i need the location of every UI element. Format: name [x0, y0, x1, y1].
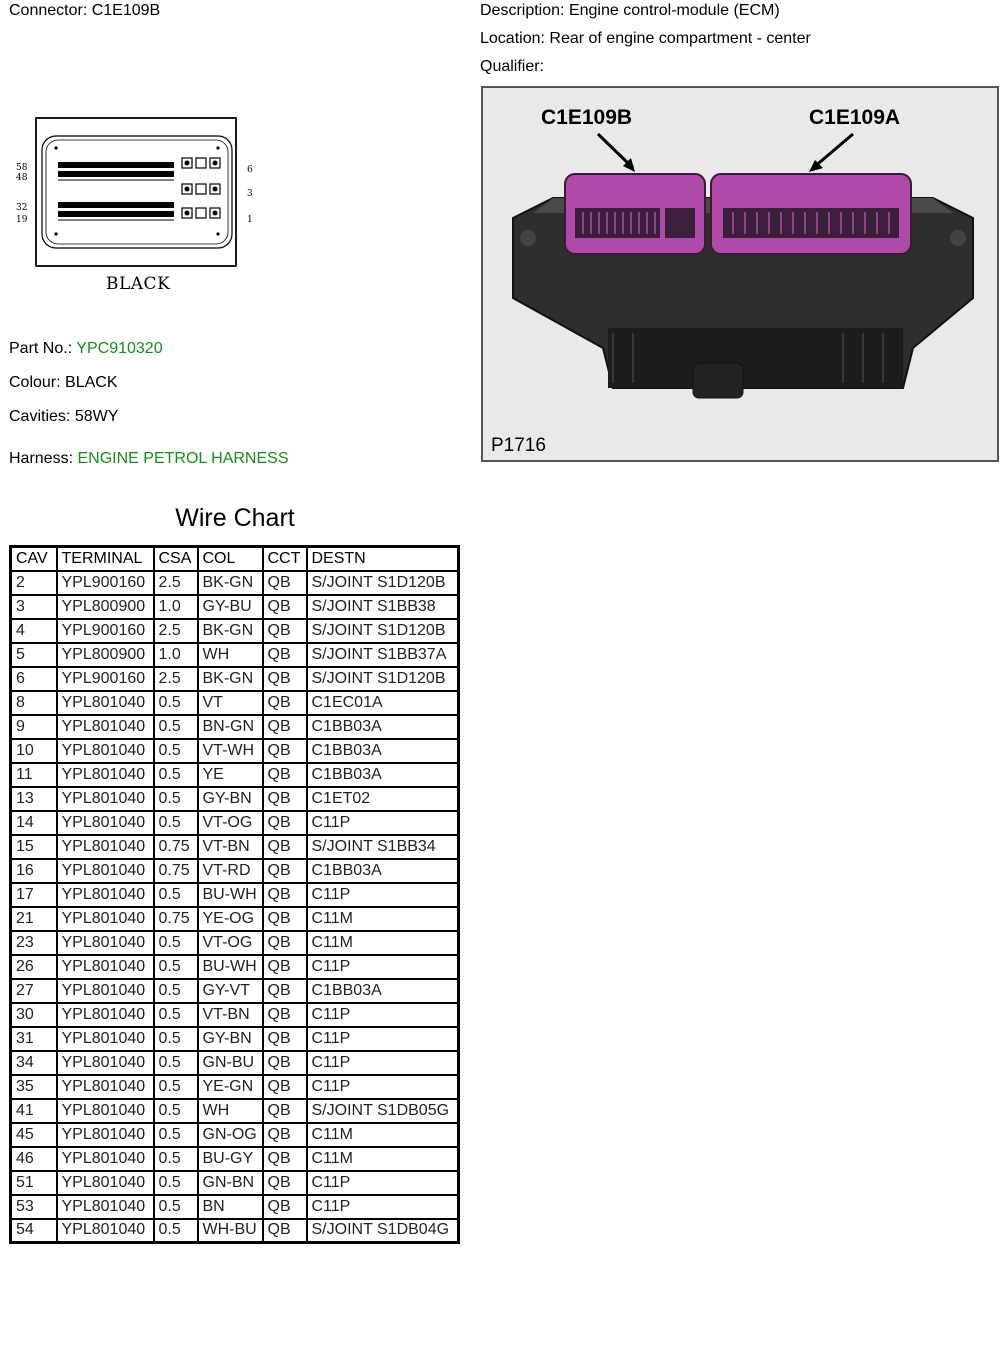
- cell-col: WH-BU: [198, 1219, 263, 1243]
- table-row: [11, 1123, 459, 1147]
- description-label: Description:: [480, 2, 565, 19]
- cell-destn: C11M: [307, 907, 459, 931]
- cell-terminal: YPL801040: [57, 1075, 154, 1099]
- cell-col: VT-OG: [198, 931, 263, 955]
- cell-cct: QB: [263, 1051, 307, 1075]
- cell-cct: QB: [263, 667, 307, 691]
- colour-line: [9, 374, 118, 392]
- cell-col: VT-RD: [198, 859, 263, 883]
- cell-csa: 0.75: [154, 907, 198, 931]
- connector-line: [9, 2, 160, 20]
- pin-label-58: 58: [16, 163, 28, 173]
- cell-terminal: YPL801040: [57, 811, 154, 835]
- cell-terminal: YPL801040: [57, 787, 154, 811]
- cell-terminal: YPL801040: [57, 1027, 154, 1051]
- table-row: [11, 787, 459, 811]
- header-cct: CCT: [263, 547, 307, 571]
- cell-destn: S/JOINT S1BB34: [307, 835, 459, 859]
- cell-destn: C11P: [307, 1195, 459, 1219]
- cell-cav: 10: [11, 739, 57, 763]
- callout-c1e109a: C1E109A: [809, 106, 901, 129]
- cell-col: WH: [198, 643, 263, 667]
- description-value: Engine control-module (ECM): [568, 2, 780, 19]
- cell-terminal: YPL801040: [57, 1099, 154, 1123]
- cell-destn: S/JOINT S1D120B: [307, 571, 459, 595]
- table-row: [11, 835, 459, 859]
- cell-col: VT-WH: [198, 739, 263, 763]
- cell-cav: 54: [11, 1219, 57, 1243]
- harness-label: Harness:: [9, 450, 74, 467]
- table-row: [11, 907, 459, 931]
- table-row: [11, 811, 459, 835]
- table-row: [11, 619, 459, 643]
- cell-cav: 16: [11, 859, 57, 883]
- header-cav: CAV: [11, 547, 57, 571]
- cell-col: BN-GN: [198, 715, 263, 739]
- cell-destn: S/JOINT S1BB38: [307, 595, 459, 619]
- table-row: [11, 1171, 459, 1195]
- cell-csa: 0.5: [154, 811, 198, 835]
- cell-terminal: YPL801040: [57, 907, 154, 931]
- cell-cct: QB: [263, 763, 307, 787]
- cell-cct: QB: [263, 619, 307, 643]
- cell-csa: 0.5: [154, 883, 198, 907]
- table-row: [11, 691, 459, 715]
- cell-cav: 31: [11, 1027, 57, 1051]
- cell-cav: 45: [11, 1123, 57, 1147]
- cell-terminal: YPL801040: [57, 1171, 154, 1195]
- table-row: [11, 739, 459, 763]
- cell-col: BK-GN: [198, 571, 263, 595]
- header-col: COL: [198, 547, 263, 571]
- cell-csa: 2.5: [154, 667, 198, 691]
- cell-cct: QB: [263, 835, 307, 859]
- cell-cav: 51: [11, 1171, 57, 1195]
- cell-destn: S/JOINT S1BB37A: [307, 643, 459, 667]
- cell-destn: C1BB03A: [307, 859, 459, 883]
- table-row: [11, 1051, 459, 1075]
- cell-col: YE-GN: [198, 1075, 263, 1099]
- cell-col: YE-OG: [198, 907, 263, 931]
- cell-terminal: YPL801040: [57, 691, 154, 715]
- cell-terminal: YPL801040: [57, 883, 154, 907]
- cell-terminal: YPL801040: [57, 1003, 154, 1027]
- cell-destn: C1BB03A: [307, 763, 459, 787]
- pin-label-1: 1: [247, 215, 253, 225]
- harness-link[interactable]: ENGINE PETROL HARNESS: [77, 450, 289, 467]
- cell-cct: QB: [263, 739, 307, 763]
- cell-cct: QB: [263, 1171, 307, 1195]
- table-row: [11, 643, 459, 667]
- cell-cav: 17: [11, 883, 57, 907]
- cell-csa: 0.5: [154, 1099, 198, 1123]
- cell-csa: 1.0: [154, 643, 198, 667]
- table-row: [11, 715, 459, 739]
- table-row: [11, 883, 459, 907]
- part-number-line: [9, 340, 163, 358]
- table-row: [11, 1195, 459, 1219]
- cell-cav: 11: [11, 763, 57, 787]
- cell-destn: C11M: [307, 1147, 459, 1171]
- table-row: [11, 1099, 459, 1123]
- cell-csa: 0.5: [154, 763, 198, 787]
- cell-col: BN: [198, 1195, 263, 1219]
- cell-csa: 0.5: [154, 715, 198, 739]
- cell-cct: QB: [263, 691, 307, 715]
- cell-terminal: YPL801040: [57, 955, 154, 979]
- table-row: [11, 571, 459, 595]
- cell-cav: 9: [11, 715, 57, 739]
- pin-label-6: 6: [247, 165, 253, 175]
- cell-cav: 21: [11, 907, 57, 931]
- cell-col: VT-BN: [198, 1003, 263, 1027]
- cell-cct: QB: [263, 787, 307, 811]
- cell-csa: 0.5: [154, 1027, 198, 1051]
- table-row: [11, 1147, 459, 1171]
- cell-terminal: YPL801040: [57, 859, 154, 883]
- colour-value: BLACK: [65, 374, 118, 391]
- pin-label-19: 19: [16, 215, 28, 225]
- cell-cct: QB: [263, 1099, 307, 1123]
- cell-csa: 0.5: [154, 1075, 198, 1099]
- cell-cct: QB: [263, 811, 307, 835]
- cell-col: VT-OG: [198, 811, 263, 835]
- cell-cct: QB: [263, 1123, 307, 1147]
- cell-destn: C11P: [307, 883, 459, 907]
- cell-cct: QB: [263, 571, 307, 595]
- cell-terminal: YPL900160: [57, 667, 154, 691]
- cell-col: GY-BN: [198, 787, 263, 811]
- cell-csa: 0.5: [154, 739, 198, 763]
- cell-col: VT: [198, 691, 263, 715]
- cell-cav: 53: [11, 1195, 57, 1219]
- cell-col: BK-GN: [198, 667, 263, 691]
- table-row: [11, 1219, 459, 1243]
- cell-csa: 2.5: [154, 571, 198, 595]
- cell-destn: C11P: [307, 811, 459, 835]
- wire-chart-body: [11, 571, 459, 1243]
- cell-col: GN-BU: [198, 1051, 263, 1075]
- cell-cav: 35: [11, 1075, 57, 1099]
- table-row: [11, 859, 459, 883]
- cell-csa: 0.5: [154, 1051, 198, 1075]
- qualifier-label: Qualifier:: [480, 58, 545, 75]
- location-value: Rear of engine compartment - center: [549, 30, 811, 47]
- cell-cav: 27: [11, 979, 57, 1003]
- cell-cct: QB: [263, 955, 307, 979]
- cell-cct: QB: [263, 715, 307, 739]
- cell-csa: 0.5: [154, 1219, 198, 1243]
- cell-cav: 14: [11, 811, 57, 835]
- cell-cct: QB: [263, 1219, 307, 1243]
- cell-terminal: YPL801040: [57, 1051, 154, 1075]
- wire-chart-table: [9, 545, 460, 1244]
- cell-cav: 30: [11, 1003, 57, 1027]
- cell-csa: 0.5: [154, 931, 198, 955]
- ecm-photo: [481, 86, 999, 462]
- cell-csa: 2.5: [154, 619, 198, 643]
- pin-label-48: 48: [16, 173, 28, 183]
- table-row: [11, 595, 459, 619]
- cell-cav: 26: [11, 955, 57, 979]
- cell-destn: C11P: [307, 955, 459, 979]
- cell-destn: S/JOINT S1DB04G: [307, 1219, 459, 1243]
- cell-destn: C1EC01A: [307, 691, 459, 715]
- table-row: [11, 931, 459, 955]
- cell-destn: C11M: [307, 931, 459, 955]
- header-destn: DESTN: [307, 547, 459, 571]
- part-number-label: Part No.:: [9, 340, 73, 357]
- cell-cct: QB: [263, 907, 307, 931]
- cell-csa: 0.5: [154, 787, 198, 811]
- harness-line: [9, 450, 289, 468]
- cell-cav: 34: [11, 1051, 57, 1075]
- cell-csa: 0.5: [154, 955, 198, 979]
- cell-csa: 0.5: [154, 1147, 198, 1171]
- cell-col: BU-GY: [198, 1147, 263, 1171]
- cell-cct: QB: [263, 1075, 307, 1099]
- cell-terminal: YPL801040: [57, 1147, 154, 1171]
- cell-cav: 41: [11, 1099, 57, 1123]
- photo-reference: P1716: [491, 435, 546, 456]
- cell-cav: 6: [11, 667, 57, 691]
- table-row: [11, 955, 459, 979]
- cell-col: WH: [198, 1099, 263, 1123]
- cell-terminal: YPL801040: [57, 715, 154, 739]
- pin-label-3: 3: [247, 189, 253, 199]
- connector-face-diagram: [10, 100, 270, 300]
- cell-cav: 5: [11, 643, 57, 667]
- table-row: [11, 763, 459, 787]
- callout-c1e109b: C1E109B: [541, 106, 633, 129]
- cell-csa: 1.0: [154, 595, 198, 619]
- cell-cct: QB: [263, 643, 307, 667]
- cell-destn: C1BB03A: [307, 715, 459, 739]
- cell-terminal: YPL801040: [57, 763, 154, 787]
- cell-destn: C1BB03A: [307, 979, 459, 1003]
- cell-terminal: YPL800900: [57, 595, 154, 619]
- table-row: [11, 1075, 459, 1099]
- cell-destn: S/JOINT S1D120B: [307, 667, 459, 691]
- cell-destn: C1ET02: [307, 787, 459, 811]
- cell-csa: 0.75: [154, 859, 198, 883]
- cell-terminal: YPL900160: [57, 619, 154, 643]
- cell-col: YE: [198, 763, 263, 787]
- cell-cct: QB: [263, 1003, 307, 1027]
- cell-cct: QB: [263, 1147, 307, 1171]
- cell-col: BU-WH: [198, 955, 263, 979]
- cell-csa: 0.5: [154, 1195, 198, 1219]
- cell-cct: QB: [263, 931, 307, 955]
- location-label: Location:: [480, 30, 545, 47]
- cell-terminal: YPL801040: [57, 1219, 154, 1243]
- header-terminal: TERMINAL: [57, 547, 154, 571]
- cell-destn: C11P: [307, 1027, 459, 1051]
- cell-col: GY-VT: [198, 979, 263, 1003]
- cell-csa: 0.5: [154, 1003, 198, 1027]
- cell-csa: 0.75: [154, 835, 198, 859]
- cell-terminal: YPL801040: [57, 1195, 154, 1219]
- cell-destn: C11M: [307, 1123, 459, 1147]
- cell-terminal: YPL800900: [57, 643, 154, 667]
- cell-col: VT-BN: [198, 835, 263, 859]
- cell-cct: QB: [263, 859, 307, 883]
- cavities-line: [9, 408, 118, 426]
- cell-cav: 8: [11, 691, 57, 715]
- cell-cav: 2: [11, 571, 57, 595]
- connector-color-label: BLACK: [106, 274, 171, 294]
- cell-col: BK-GN: [198, 619, 263, 643]
- cell-terminal: YPL801040: [57, 739, 154, 763]
- cell-cct: QB: [263, 595, 307, 619]
- cell-cav: 3: [11, 595, 57, 619]
- cell-cct: QB: [263, 1195, 307, 1219]
- cell-destn: C1BB03A: [307, 739, 459, 763]
- cell-cav: 15: [11, 835, 57, 859]
- cell-terminal: YPL900160: [57, 571, 154, 595]
- cell-destn: S/JOINT S1DB05G: [307, 1099, 459, 1123]
- cell-destn: C11P: [307, 1003, 459, 1027]
- cell-col: GY-BN: [198, 1027, 263, 1051]
- ecm-illustration: [483, 88, 997, 460]
- cell-terminal: YPL801040: [57, 979, 154, 1003]
- cell-csa: 0.5: [154, 1171, 198, 1195]
- table-row: [11, 1003, 459, 1027]
- part-number-link[interactable]: YPC910320: [76, 340, 163, 357]
- cell-destn: C11P: [307, 1051, 459, 1075]
- cell-destn: C11P: [307, 1075, 459, 1099]
- cell-col: GN-BN: [198, 1171, 263, 1195]
- cell-cav: 4: [11, 619, 57, 643]
- cell-csa: 0.5: [154, 691, 198, 715]
- cell-destn: C11P: [307, 1171, 459, 1195]
- pin-label-32: 32: [16, 203, 28, 213]
- connector-label: Connector:: [9, 2, 88, 19]
- cell-cav: 46: [11, 1147, 57, 1171]
- cell-col: BU-WH: [198, 883, 263, 907]
- cell-csa: 0.5: [154, 1123, 198, 1147]
- cell-csa: 0.5: [154, 979, 198, 1003]
- cell-cav: 13: [11, 787, 57, 811]
- cavities-label: Cavities:: [9, 408, 71, 425]
- location-line: [480, 30, 811, 48]
- wire-chart-header-row: [11, 547, 459, 571]
- table-row: [11, 1027, 459, 1051]
- cell-cct: QB: [263, 1027, 307, 1051]
- table-row: [11, 667, 459, 691]
- qualifier-line: [480, 58, 544, 76]
- cell-terminal: YPL801040: [57, 931, 154, 955]
- description-line: [480, 2, 780, 20]
- connector-value: C1E109B: [91, 2, 161, 19]
- cell-terminal: YPL801040: [57, 1123, 154, 1147]
- header-csa: CSA: [154, 547, 198, 571]
- cell-cct: QB: [263, 979, 307, 1003]
- cell-destn: S/JOINT S1D120B: [307, 619, 459, 643]
- wire-chart-title: Wire Chart: [175, 504, 295, 532]
- table-row: [11, 979, 459, 1003]
- cell-cav: 23: [11, 931, 57, 955]
- cell-col: GY-BU: [198, 595, 263, 619]
- cell-terminal: YPL801040: [57, 835, 154, 859]
- cavities-value: 58WY: [74, 408, 119, 425]
- cell-cct: QB: [263, 883, 307, 907]
- colour-label: Colour:: [9, 374, 61, 391]
- cell-col: GN-OG: [198, 1123, 263, 1147]
